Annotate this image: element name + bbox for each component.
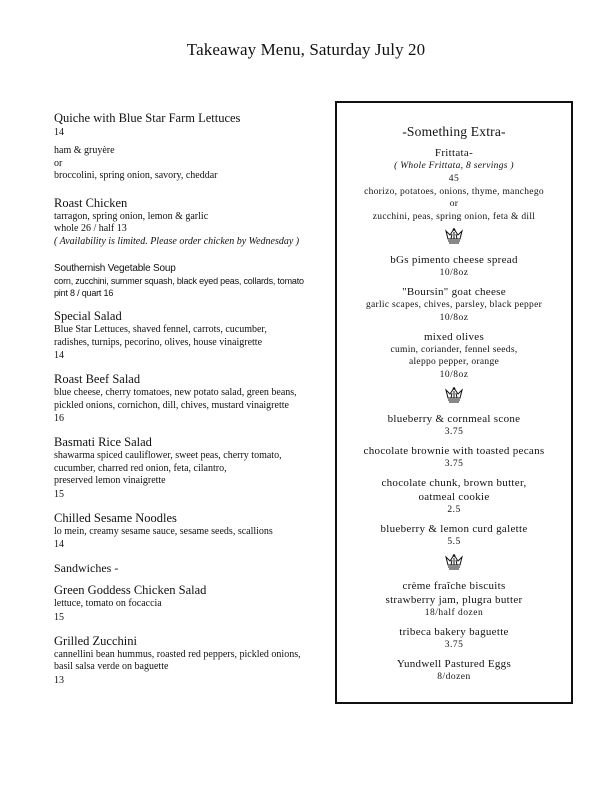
item-price: 14 (54, 127, 64, 138)
menu-item-green-goddess-chicken-salad (54, 582, 329, 624)
item-or: or (54, 157, 63, 169)
extra-item-boursin (337, 285, 571, 325)
sandwiches-heading: Sandwiches - (54, 561, 119, 575)
item-price: 15 (54, 611, 64, 623)
menu-item-special-salad (54, 308, 329, 362)
item-note: ( Whole Frittata, 8 servings ) (394, 161, 514, 171)
item-price: 15 (54, 488, 64, 500)
item-description: Blue Star Lettuces, shaved fennel, carrots, cucumber, (54, 324, 267, 335)
item-description: radishes, turnips, pecorino, olives, house vinaigrette (54, 336, 263, 348)
menu-item-sesame-noodles (54, 510, 329, 552)
item-description: cumin, coriander, fennel seeds, (390, 344, 518, 355)
item-price: 13 (54, 674, 64, 686)
item-name: Grilled Zucchini (54, 633, 137, 648)
menu-item-basmati-rice-salad (54, 434, 329, 501)
item-description: cannellini bean hummus, roasted red peppers, pickled onions, (54, 648, 301, 660)
item-name: Roast Beef Salad (54, 372, 141, 386)
item-option: chorizo, potatoes, onions, thyme, manchego (364, 186, 544, 197)
item-description: blue cheese, cherry tomatoes, new potato salad, green beans, (54, 387, 297, 398)
item-price: 18/half dozen (424, 607, 484, 618)
item-name: blueberry & lemon curd galette (380, 522, 528, 535)
extra-item-brownie (337, 444, 571, 471)
menu-item-roast-chicken (54, 195, 329, 249)
item-name: strawberry jam, plugra butter (385, 593, 523, 606)
item-description: cucumber, charred red onion, feta, cilantro, (54, 462, 227, 474)
item-price: 45 (448, 173, 460, 184)
item-description: preserved lemon vinaigrette (54, 475, 166, 486)
extra-item-biscuits (337, 579, 571, 620)
page-title: Takeaway Menu, Saturday July 20 (186, 40, 426, 59)
extra-item-scone (337, 412, 571, 439)
item-name: Green Goddess Chicken Salad (54, 583, 207, 597)
crown-ornament-icon (444, 387, 464, 403)
item-price: 2.5 (447, 504, 461, 515)
item-name: Special Salad (54, 309, 122, 323)
item-description: lo mein, creamy sesame sauce, sesame seeds, scallions (54, 525, 273, 537)
item-name: mixed olives (423, 330, 485, 343)
item-description: aleppo pepper, orange (408, 357, 500, 367)
item-description: tarragon, spring onion, lemon & garlic (54, 210, 209, 222)
item-price: 3.75 (444, 426, 464, 437)
item-name: tribeca bakery baguette (399, 625, 509, 638)
item-or: or (449, 199, 459, 209)
item-price: 16 (54, 413, 64, 424)
item-name: blueberry & cornmeal scone (387, 412, 521, 425)
menu-item-quiche (54, 110, 329, 183)
item-price: 3.75 (444, 458, 464, 469)
item-description: basil salsa verde on baguette (54, 661, 169, 672)
item-name: crème fraîche biscuits (402, 579, 506, 592)
item-price: 8/dozen (437, 671, 471, 682)
extra-item-baguette (337, 625, 571, 652)
item-name: bGs pimento cheese spread (390, 254, 518, 266)
item-price: 5.5 (447, 536, 461, 547)
item-option: broccolini, spring onion, savory, cheddar (54, 170, 218, 181)
extra-item-galette (337, 522, 571, 549)
item-description: lettuce, tomato on focaccia (54, 598, 162, 609)
something-extra-box (335, 101, 573, 704)
item-name: Basmati Rice Salad (54, 435, 152, 449)
item-name: chocolate chunk, brown butter, (381, 476, 527, 489)
item-price: pint 8 / quart 16 (54, 288, 114, 298)
item-price: 10/8oz (439, 268, 469, 278)
crown-ornament-icon (444, 228, 464, 244)
menu-item-vegetable-soup (54, 262, 329, 299)
item-note: ( Availability is limited. Please order chicken by Wednesday ) (54, 235, 300, 247)
item-name: "Boursin" goat cheese (402, 286, 506, 298)
menu-item-roast-beef-salad (54, 371, 329, 425)
item-price: 10/8oz (439, 312, 469, 323)
extra-item-eggs (337, 657, 571, 684)
crown-ornament-icon (444, 554, 464, 570)
item-price: 14 (54, 539, 64, 550)
main-menu-column (54, 110, 329, 696)
item-price: whole 26 / half 13 (54, 223, 127, 234)
item-description: corn, zucchini, summer squash, black eyed peas, collards, tomato (54, 276, 304, 286)
item-price: 14 (54, 350, 64, 361)
item-price: 10/8oz (439, 369, 469, 380)
item-name: Yundwell Pastured Eggs (396, 657, 512, 670)
item-name: Quiche with Blue Star Farm Lettuces (54, 111, 241, 125)
menu-item-grilled-zucchini (54, 633, 329, 687)
extra-item-pimento-cheese (337, 253, 571, 280)
item-description: garlic scapes, chives, parsley, black pepper (365, 300, 543, 310)
item-price: 3.75 (444, 639, 464, 650)
item-description: pickled onions, cornichon, dill, chives, mustard vinaigrette (54, 399, 289, 411)
extra-item-mixed-olives (337, 330, 571, 382)
item-name: Frittata- (434, 147, 474, 159)
item-description: shawarma spiced cauliflower, sweet peas, cherry tomato, (54, 450, 282, 461)
item-option: ham & gruyère (54, 145, 115, 156)
item-name: Chilled Sesame Noodles (54, 510, 177, 525)
item-name: oatmeal cookie (418, 490, 490, 503)
extras-title: -Something Extra- (402, 124, 506, 139)
extra-item-cookie (337, 476, 571, 517)
item-name: Southernish Vegetable Soup (54, 263, 176, 274)
item-name: Roast Chicken (54, 195, 128, 210)
item-option: zucchini, peas, spring onion, feta & dill (372, 211, 536, 222)
item-name: chocolate brownie with toasted pecans (363, 444, 545, 457)
extra-item-frittata (337, 146, 571, 223)
